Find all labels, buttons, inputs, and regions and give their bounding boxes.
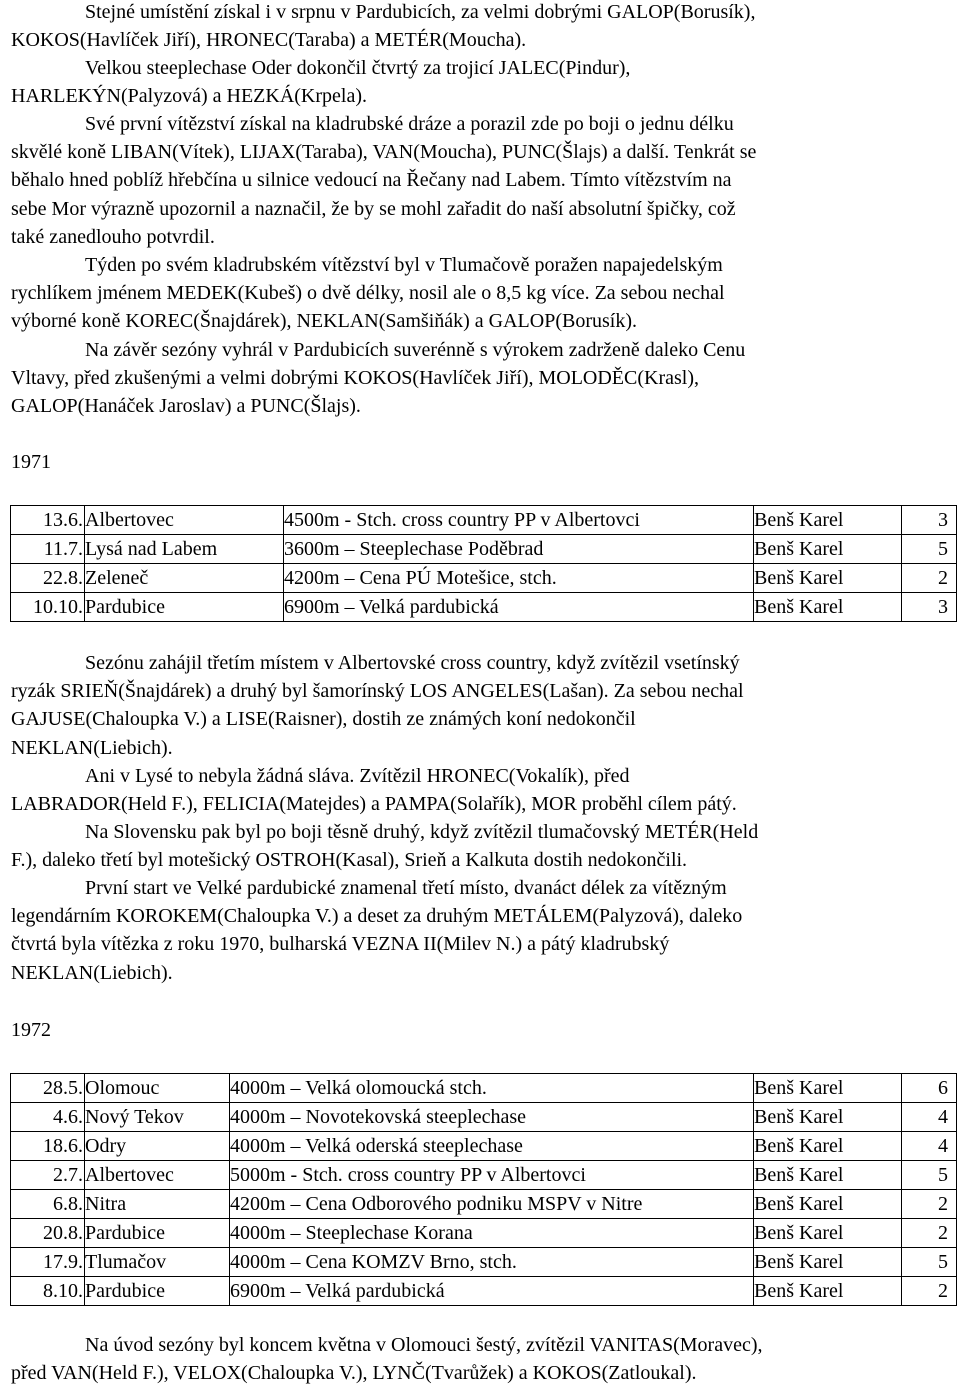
paragraph-velka-pardubicka [11, 874, 956, 987]
text-line: Své první vítězství získal na kladrubské dráze a porazil zde po boji o jednu délku [85, 113, 734, 135]
race-place: Pardubice [85, 593, 284, 622]
text-line: Sezónu zahájil třetím místem v Albertovské cross country, když zvítězil vsetínský [85, 652, 740, 674]
text-line: ryzák SRIEŇ(Šnajdárek) a druhý byl šamorínský LOS ANGELES(Lašan). Za sebou nechal [11, 680, 744, 703]
race-jockey: Benš Karel [754, 1103, 902, 1132]
race-position: 2 [902, 1219, 957, 1248]
race-name: 4000m – Steeplechase Korana [230, 1219, 754, 1248]
race-position: 4 [902, 1132, 957, 1161]
text-line: GAJUSE(Chaloupka V.) a LISE(Raisner), dostih ze známých koní nedokončil [11, 708, 636, 731]
race-position: 3 [902, 506, 957, 535]
race-place: Olomouc [85, 1074, 230, 1103]
paragraph-olomouc [11, 1331, 956, 1387]
text-line: NEKLAN(Liebich). [11, 736, 173, 759]
table-row [11, 535, 957, 564]
race-place: Tlumačov [85, 1248, 230, 1277]
year-heading-1972: 1972 [11, 1019, 51, 1041]
text-line: Vltavy, před zkušenými a velmi dobrými KOKOS(Havlíček Jiří), MOLODĚC(Krasl), [11, 367, 700, 390]
table-row [11, 1132, 957, 1161]
race-place: Nitra [85, 1190, 230, 1219]
race-jockey: Benš Karel [754, 593, 902, 622]
race-date: 11.7. [11, 535, 85, 564]
table-row [11, 1161, 957, 1190]
text-line: Velkou steeplechase Oder dokončil čtvrtý za trojicí JALEC(Pindur), [85, 57, 631, 79]
text-line: Na úvod sezóny byl koncem května v Olomouci šestý, zvítězil VANITAS(Moravec), [85, 1334, 763, 1356]
text-line: Na závěr sezóny vyhrál v Pardubicích suverénně s výrokem zadrženě daleko Cenu [85, 339, 746, 361]
paragraph-slovensko [11, 818, 956, 874]
table-row [11, 1248, 957, 1277]
race-place: Albertovec [85, 1161, 230, 1190]
paragraph-oder [11, 54, 956, 110]
race-jockey: Benš Karel [754, 1219, 902, 1248]
race-date: 8.10. [11, 1277, 85, 1306]
race-date: 20.8. [11, 1219, 85, 1248]
text-line: sebe Mor výrazně upozornil a naznačil, že by se mohl zařadit do naší absolutní špičky, což [11, 197, 736, 220]
year-heading-1971: 1971 [11, 451, 51, 473]
table-row [11, 564, 957, 593]
race-jockey: Benš Karel [754, 564, 902, 593]
race-date: 17.9. [11, 1248, 85, 1277]
race-name: 4000m – Velká olomoucká stch. [230, 1074, 754, 1103]
text-line: Stejné umístění získal i v srpnu v Pardubicích, za velmi dobrými GALOP(Borusík), [85, 1, 756, 23]
race-name: 4000m – Novotekovská steeplechase [230, 1103, 754, 1132]
table-row [11, 593, 957, 622]
race-date: 22.8. [11, 564, 85, 593]
paragraph-galop [11, 0, 956, 54]
paragraph-kladruby [11, 110, 956, 251]
race-position: 3 [902, 593, 957, 622]
race-place: Zeleneč [85, 564, 284, 593]
race-jockey: Benš Karel [754, 1248, 902, 1277]
text-line: NEKLAN(Liebich). [11, 961, 173, 984]
race-name: 4000m – Velká oderská steeplechase [230, 1132, 754, 1161]
race-name: 6900m – Velká pardubická [230, 1277, 754, 1306]
paragraph-tlumacov [11, 251, 956, 336]
race-position: 4 [902, 1103, 957, 1132]
text-line: rychlíkem jménem MEDEK(Kubeš) o dvě délky, nosil ale o 8,5 kg více. Za sebou nechal [11, 282, 725, 305]
paragraph-lysa [11, 762, 956, 818]
race-name: 4200m – Cena PÚ Motešice, stch. [284, 564, 754, 593]
table-row [11, 1277, 957, 1306]
text-line: HARLEKÝN(Palyzová) a HEZKÁ(Krpela). [11, 85, 367, 108]
race-place: Lysá nad Labem [85, 535, 284, 564]
race-jockey: Benš Karel [754, 1277, 902, 1306]
race-position: 5 [902, 1161, 957, 1190]
race-place: Albertovec [85, 506, 284, 535]
text-line: čtvrtá byla vítězka z roku 1970, bulharská VEZNA II(Milev N.) a pátý kladrubský [11, 933, 670, 956]
race-jockey: Benš Karel [754, 1161, 902, 1190]
race-name: 4500m - Stch. cross country PP v Albertovci [284, 506, 754, 535]
text-line: před VAN(Held F.), VELOX(Chaloupka V.), LYNČ(Tvarůžek) a KOKOS(Zatloukal). [11, 1362, 697, 1385]
race-position: 5 [902, 535, 957, 564]
race-position: 5 [902, 1248, 957, 1277]
race-jockey: Benš Karel [754, 506, 902, 535]
text-line: První start ve Velké pardubické znamenal třetí místo, dvanáct délek za vítězným [85, 877, 727, 899]
race-position: 2 [902, 1277, 957, 1306]
race-place: Pardubice [85, 1277, 230, 1306]
text-line: Na Slovensku pak byl po boji těsně druhý, když zvítězil tlumačovský METÉR(Held [85, 821, 759, 843]
race-date: 28.5. [11, 1074, 85, 1103]
race-date: 6.8. [11, 1190, 85, 1219]
race-date: 2.7. [11, 1161, 85, 1190]
text-line: Ani v Lysé to nebyla žádná sláva. Zvítězil HRONEC(Vokalík), před [85, 765, 630, 787]
text-line: F.), daleko třetí byl motešický OSTROH(Kasal), Srieň a Kalkuta dostih nedokončili. [11, 849, 688, 872]
paragraph-albertovec [11, 649, 956, 762]
race-jockey: Benš Karel [754, 1074, 902, 1103]
race-date: 4.6. [11, 1103, 85, 1132]
race-date: 10.10. [11, 593, 85, 622]
paragraph-vltava [11, 336, 956, 421]
table-row [11, 1074, 957, 1103]
race-name: 4200m – Cena Odborového podniku MSPV v Nitre [230, 1190, 754, 1219]
race-place: Odry [85, 1132, 230, 1161]
race-position: 6 [902, 1074, 957, 1103]
text-line: výborné koně KOREC(Šnajdárek), NEKLAN(Samšiňák) a GALOP(Borusík). [11, 310, 637, 333]
race-jockey: Benš Karel [754, 535, 902, 564]
text-line: GALOP(Hanáček Jaroslav) a PUNC(Šlajs). [11, 395, 361, 418]
text-line: skvělé koně LIBAN(Vítek), LIJAX(Taraba), VAN(Moucha), PUNC(Šlajs) a další. Tenkrát se [11, 141, 757, 164]
races-table-1972 [10, 1073, 957, 1306]
race-position: 2 [902, 1190, 957, 1219]
race-jockey: Benš Karel [754, 1190, 902, 1219]
text-line: KOKOS(Havlíček Jiří), HRONEC(Taraba) a METÉR(Moucha). [11, 29, 527, 52]
table-row [11, 506, 957, 535]
race-date: 13.6. [11, 506, 85, 535]
table-row [11, 1103, 957, 1132]
race-name: 5000m - Stch. cross country PP v Albertovci [230, 1161, 754, 1190]
race-place: Pardubice [85, 1219, 230, 1248]
race-name: 4000m – Cena KOMZV Brno, stch. [230, 1248, 754, 1277]
text-line: legendárním KOROKEM(Chaloupka V.) a deset za druhým METÁLEM(Palyzová), daleko [11, 905, 743, 928]
race-name: 6900m – Velká pardubická [284, 593, 754, 622]
race-place: Nový Tekov [85, 1103, 230, 1132]
race-jockey: Benš Karel [754, 1132, 902, 1161]
text-line: Týden po svém kladrubském vítězství byl v Tlumačově poražen napajedelským [85, 254, 723, 276]
text-line: také zanedlouho potvrdil. [11, 225, 215, 248]
races-table-1971 [10, 505, 957, 622]
text-line: běhalo hned poblíž hřebčína u silnice vedoucí na Řečany nad Labem. Tímto vítězstvím na [11, 169, 732, 192]
race-date: 18.6. [11, 1132, 85, 1161]
table-row [11, 1219, 957, 1248]
race-position: 2 [902, 564, 957, 593]
text-line: LABRADOR(Held F.), FELICIA(Matejdes) a PAMPA(Solařík), MOR proběhl cílem pátý. [11, 793, 737, 816]
race-name: 3600m – Steeplechase Poděbrad [284, 535, 754, 564]
table-row [11, 1190, 957, 1219]
